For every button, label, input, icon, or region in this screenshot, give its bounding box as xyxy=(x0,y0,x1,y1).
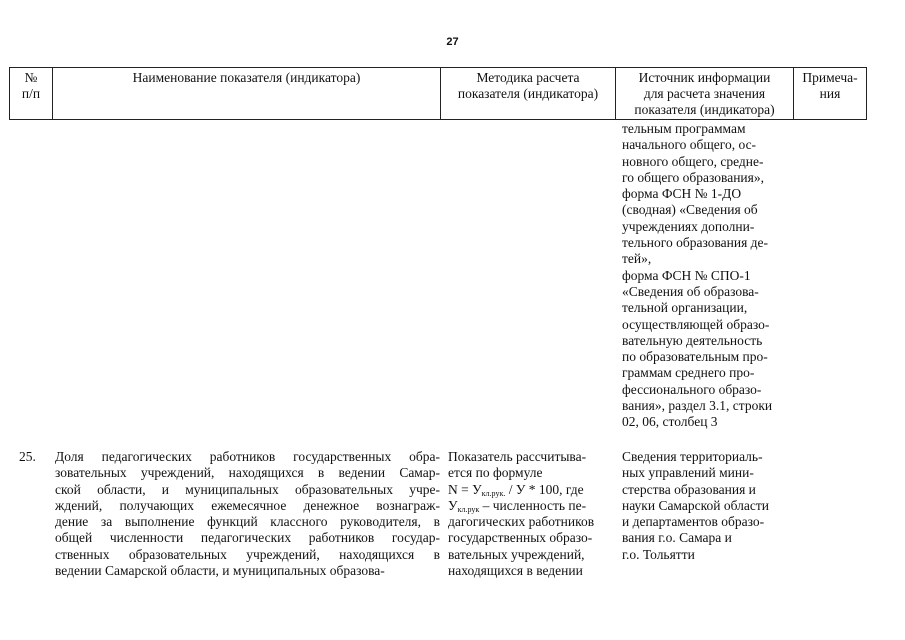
header-num: № п/п xyxy=(21,70,41,101)
header-source: Источник информации для расчета значения показателя (индикатора) xyxy=(634,70,775,117)
header-name: Наименование показателя (индикатора) xyxy=(132,70,361,85)
row-number: 25. xyxy=(19,449,36,464)
calculation-method: Показатель рассчитыва- ется по формуле $N = У_{кл.рук.} / У * 100$, где $У_{кл.рук}$ – численность пе- дагогических работников государственных образо- вательных учреждений, находящихся в ведении xyxy=(448,449,618,579)
indicator-name: Доля педагогических работников государственных обра- зовательных учреждений, находящихся в ведении Самар- ской области, и муниципальных образовательных учре- ждений, получающих ежемесячное денежное вознаграж- дение за выполнение функций классного руководителя, в общей численности педагогических работников государ- ственных образовательных учреждений, находящихся в ведении Самарской области, и муниципальных образова- xyxy=(55,449,440,579)
page-number: 27 xyxy=(446,36,459,48)
header-notes: Примеча- ния xyxy=(802,70,858,101)
information-source: Сведения территориаль- ных управлений мини- стерства образования и науки Самарской области и департаментов образо- вания г.о. Самара и г.о. Тольятти xyxy=(622,449,769,562)
continued-source-text: тельным программам начального общего, ос- новного общего, средне- го общего образования», форма ФСН № 1-ДО (сводная) «Сведения об учреждениях дополни- тельного образования де- тей», форма ФСН № СПО-1 «Сведения об образова- тельной организации, осуществляющей образо- вательную деятельность по образовательным про- граммам среднего про- фессионального образо- вания», раздел 3.1, строки 02, 06, столбец 3 xyxy=(622,121,773,430)
formula-definition: $У_{кл.рук}$ – численность пе- xyxy=(448,497,587,514)
table-top-border xyxy=(9,67,867,68)
table-right-border xyxy=(866,67,867,120)
header-bottom-border xyxy=(9,119,867,120)
formula: $N = У_{кл.рук.} / У * 100$, где xyxy=(448,481,584,498)
header-method: Методика расчета показателя (индикатора) xyxy=(457,70,599,101)
